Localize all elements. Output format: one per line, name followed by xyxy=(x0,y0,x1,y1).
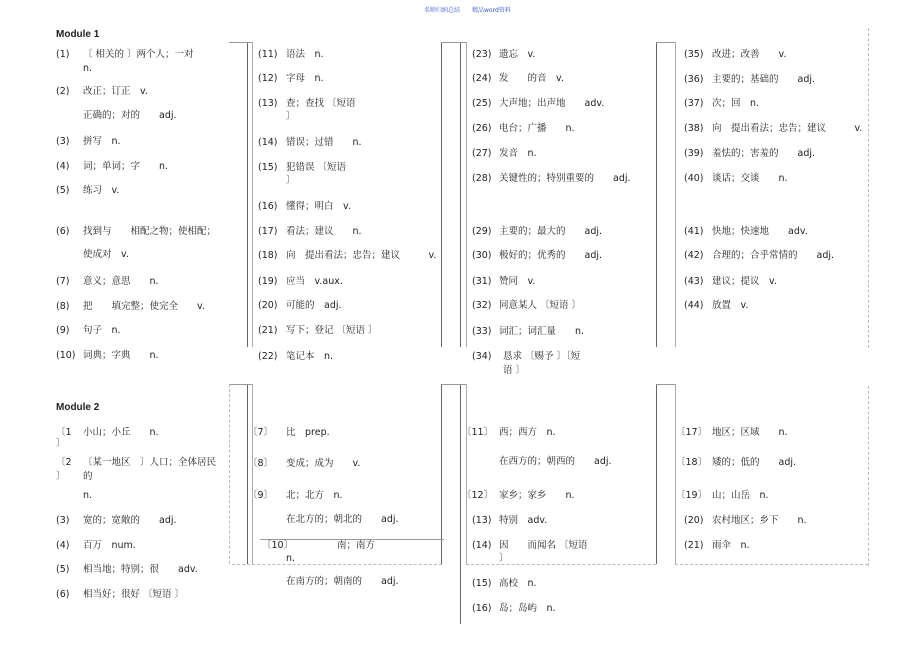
column-border xyxy=(441,384,442,564)
item-text: 比 prep. xyxy=(286,427,330,438)
item-number: 〔10〕 xyxy=(262,540,294,551)
item-text: 句子 n. xyxy=(83,325,121,336)
item-number: (5) xyxy=(56,564,70,575)
table-rule xyxy=(656,42,675,43)
item-number: (28) xyxy=(472,173,492,184)
item-number: (3) xyxy=(56,515,70,526)
item-number: (16) xyxy=(472,603,492,614)
module-1-title: Module 1 xyxy=(56,29,100,40)
item-number: (1) xyxy=(56,49,70,60)
table-rule xyxy=(229,42,252,43)
item-number: (14) xyxy=(258,137,278,148)
item-number: (10) xyxy=(56,350,76,361)
item-number: (25) xyxy=(472,98,492,109)
item-number: (6) xyxy=(56,226,70,237)
item-text: 高校 n. xyxy=(499,578,537,589)
item-text: 建议；提议 v. xyxy=(712,276,777,287)
item-text: 主要的；最大的 adj. xyxy=(499,226,603,237)
item-number: (32) xyxy=(472,300,492,311)
dashed-rule xyxy=(675,564,868,565)
dashed-border xyxy=(229,384,230,564)
item-text-cont: 〕 xyxy=(286,111,296,122)
dashed-rule xyxy=(466,564,656,565)
item-number: (12) xyxy=(258,73,278,84)
item-text: 向 提出看法；忠告；建议 v. xyxy=(712,123,863,134)
item-number: (38) xyxy=(684,123,704,134)
item-number: (34) xyxy=(472,351,492,362)
item-text: 发音 n. xyxy=(499,148,537,159)
item-number: (29) xyxy=(472,226,492,237)
item-number: (15) xyxy=(472,578,492,589)
item-number: (18) xyxy=(258,250,278,261)
item-text: 主要的；基础的 adj. xyxy=(712,74,816,85)
item-text: 改进；改善 v. xyxy=(712,49,787,60)
column-border xyxy=(656,42,657,347)
item-number: (6) xyxy=(56,589,70,600)
item-number: (14) xyxy=(472,540,492,551)
item-number: (5) xyxy=(56,185,70,196)
item-text: 改正；订正 v. xyxy=(83,86,148,97)
item-number: 〔8〕 xyxy=(248,458,274,469)
column-border xyxy=(466,384,467,564)
item-text: 北；北方 n. xyxy=(286,490,343,501)
column-border xyxy=(247,384,248,564)
item-number: 〔7〕 xyxy=(248,427,274,438)
item-text-cont: 在北方的；朝北的 adj. xyxy=(286,514,399,525)
item-number: 〔17〕 xyxy=(676,427,708,438)
item-text: 词典；字典 n. xyxy=(83,350,159,361)
item-text-cont: 正确的；对的 adj. xyxy=(83,110,177,121)
item-number: 〔1 xyxy=(56,427,72,438)
item-text: 应当 v.aux. xyxy=(286,276,343,287)
item-number: 〔18〕 xyxy=(676,457,708,468)
item-number: (3) xyxy=(56,136,70,147)
item-number-close: 〕 xyxy=(56,471,66,482)
item-number: (36) xyxy=(684,74,704,85)
item-text: 〔某一地区 〕人口；全体居民 xyxy=(83,457,217,468)
item-number: (20) xyxy=(684,515,704,526)
item-text: 宽的；宽敞的 adj. xyxy=(83,515,177,526)
item-text: 〔 相关的 〕两个人；一对 xyxy=(83,49,194,60)
item-text: 词；单词；字 n. xyxy=(83,161,169,172)
item-number: 〔12〕 xyxy=(462,490,494,501)
item-number: (22) xyxy=(258,351,278,362)
item-text: 大声地；出声地 adv. xyxy=(499,98,605,109)
item-number: (17) xyxy=(258,226,278,237)
item-number: (19) xyxy=(258,276,278,287)
item-number: (30) xyxy=(472,250,492,261)
item-text-cont: 语 〕 xyxy=(503,365,526,376)
column-border xyxy=(466,42,467,347)
item-text: 发 的音 v. xyxy=(499,73,564,84)
item-text: 合理的；合乎常情的 adj. xyxy=(712,250,835,261)
item-text: 电台；广播 n. xyxy=(499,123,575,134)
item-text-cont: 使成对 v. xyxy=(83,249,129,260)
item-text-cont: 的 xyxy=(83,471,93,482)
item-number: (43) xyxy=(684,276,704,287)
item-text: 小山；小丘 n. xyxy=(83,427,159,438)
column-border xyxy=(441,42,442,347)
table-rule xyxy=(441,42,466,43)
item-number: (26) xyxy=(472,123,492,134)
item-text: 查；查找 〔短语 xyxy=(286,98,356,109)
item-text: 向 提出看法；忠告；建议 v. xyxy=(286,250,437,261)
item-text: 懂得；明白 v. xyxy=(286,201,351,212)
column-border xyxy=(656,384,657,564)
module-2-title: Module 2 xyxy=(56,402,100,413)
column-border xyxy=(675,42,676,347)
item-text: 同意某人 〔短语 〕 xyxy=(499,300,582,311)
item-number: (8) xyxy=(56,301,70,312)
item-number: (13) xyxy=(472,515,492,526)
item-number: (4) xyxy=(56,161,70,172)
item-number: (31) xyxy=(472,276,492,287)
item-text-cont: 〕 xyxy=(499,553,509,564)
item-number: 〔19〕 xyxy=(676,490,708,501)
item-number: (9) xyxy=(56,325,70,336)
item-text: 快地；快速地 adv. xyxy=(712,226,808,237)
item-text: 看法；建议 n. xyxy=(286,226,362,237)
item-text: 笔记本 n. xyxy=(286,351,334,362)
column-border xyxy=(252,42,253,347)
item-text: 犯错误 〔短语 xyxy=(286,162,347,173)
item-text: 放置 v. xyxy=(712,300,749,311)
item-text: 地区；区域 n. xyxy=(712,427,788,438)
item-number: (42) xyxy=(684,250,704,261)
dashed-border xyxy=(868,386,869,566)
item-number: (33) xyxy=(472,326,492,337)
item-text-cont: n. xyxy=(83,63,93,74)
item-number: (13) xyxy=(258,98,278,109)
item-text: 家乡；家乡 n. xyxy=(499,490,575,501)
item-text: 极好的；优秀的 adj. xyxy=(499,250,603,261)
item-number: (2) xyxy=(56,86,70,97)
item-text: 词汇；词汇量 n. xyxy=(499,326,585,337)
table-rule xyxy=(656,384,675,385)
item-text: 练习 v. xyxy=(83,185,120,196)
item-text: 找到与 相配之物；使相配； xyxy=(83,226,217,237)
dashed-rule xyxy=(232,564,442,565)
item-number: (37) xyxy=(684,98,704,109)
item-text: 百万 num. xyxy=(83,540,136,551)
item-text: 在南方的；朝南的 adj. xyxy=(286,576,399,587)
item-text-cont: 〕 xyxy=(286,175,296,186)
item-text: 相当地；特别；很 adv. xyxy=(83,564,198,575)
item-number: (11) xyxy=(258,49,278,60)
item-text: 矮的；低的 adj. xyxy=(712,457,797,468)
column-border xyxy=(252,384,253,564)
item-text: 次；回 n. xyxy=(712,98,760,109)
item-number: (15) xyxy=(258,162,278,173)
dashed-border xyxy=(868,28,869,348)
column-border xyxy=(247,42,248,347)
item-text: 相当好；很好 〔短语 〕 xyxy=(83,589,185,600)
item-text: 写下；登记 〔短语 〕 xyxy=(286,325,378,336)
item-text: 西；西方 n. xyxy=(499,427,556,438)
item-text: 可能的 adj. xyxy=(286,300,342,311)
item-text: 变成；成为 v. xyxy=(286,458,361,469)
item-text: 赞同 v. xyxy=(499,276,536,287)
item-number: (16) xyxy=(258,201,278,212)
item-text: 字母 n. xyxy=(286,73,324,84)
item-number: (4) xyxy=(56,540,70,551)
item-text: 特别 adv. xyxy=(499,515,548,526)
item-text: 谈话；交谈 n. xyxy=(712,173,788,184)
item-number: 〔9〕 xyxy=(248,490,274,501)
item-number: (21) xyxy=(258,325,278,336)
item-text: n. xyxy=(83,490,93,501)
column-border xyxy=(460,42,461,347)
item-number: (40) xyxy=(684,173,704,184)
column-border xyxy=(675,384,676,564)
item-number: (23) xyxy=(472,49,492,60)
item-text: 雨伞 n. xyxy=(712,540,750,551)
item-number: (44) xyxy=(684,300,704,311)
item-text-cont: n. xyxy=(286,553,296,564)
item-number: (24) xyxy=(472,73,492,84)
item-text: 把 填完整；使完全 v. xyxy=(83,301,205,312)
item-number: (41) xyxy=(684,226,704,237)
item-text: 关键性的；特别重要的 adj. xyxy=(499,173,631,184)
item-text: 恳求 〔赐予 〕〔短 xyxy=(503,351,581,362)
item-number: (21) xyxy=(684,540,704,551)
item-number: (35) xyxy=(684,49,704,60)
table-rule xyxy=(441,384,466,385)
item-text: 岛；岛屿 n. xyxy=(499,603,556,614)
item-text: 南；南方 xyxy=(337,540,376,551)
table-rule xyxy=(229,384,252,385)
item-text: 遗忘 v. xyxy=(499,49,536,60)
item-text: 拼写 n. xyxy=(83,136,121,147)
item-number: (39) xyxy=(684,148,704,159)
item-text: 意义；意思 n. xyxy=(83,276,159,287)
item-text: 山；山岳 n. xyxy=(712,490,769,501)
item-text: 错误；过错 n. xyxy=(286,137,362,148)
item-text: 农村地区；乡下 n. xyxy=(712,515,807,526)
item-text: 语法 n. xyxy=(286,49,324,60)
item-text: 羞怯的；害羞的 adj. xyxy=(712,148,816,159)
item-number: (7) xyxy=(56,276,70,287)
column-border xyxy=(460,384,461,624)
item-number: (20) xyxy=(258,300,278,311)
item-text: 因 而闻名 〔短语 xyxy=(499,540,588,551)
page-header: 名师归纳总结 精品word资料 xyxy=(424,7,511,14)
item-number: (27) xyxy=(472,148,492,159)
item-number-close: 〕 xyxy=(56,438,66,449)
item-number: 〔11〕 xyxy=(462,427,494,438)
item-number: 〔2 xyxy=(56,457,72,468)
item-text-cont: 在西方的；朝西的 adj. xyxy=(499,456,612,467)
